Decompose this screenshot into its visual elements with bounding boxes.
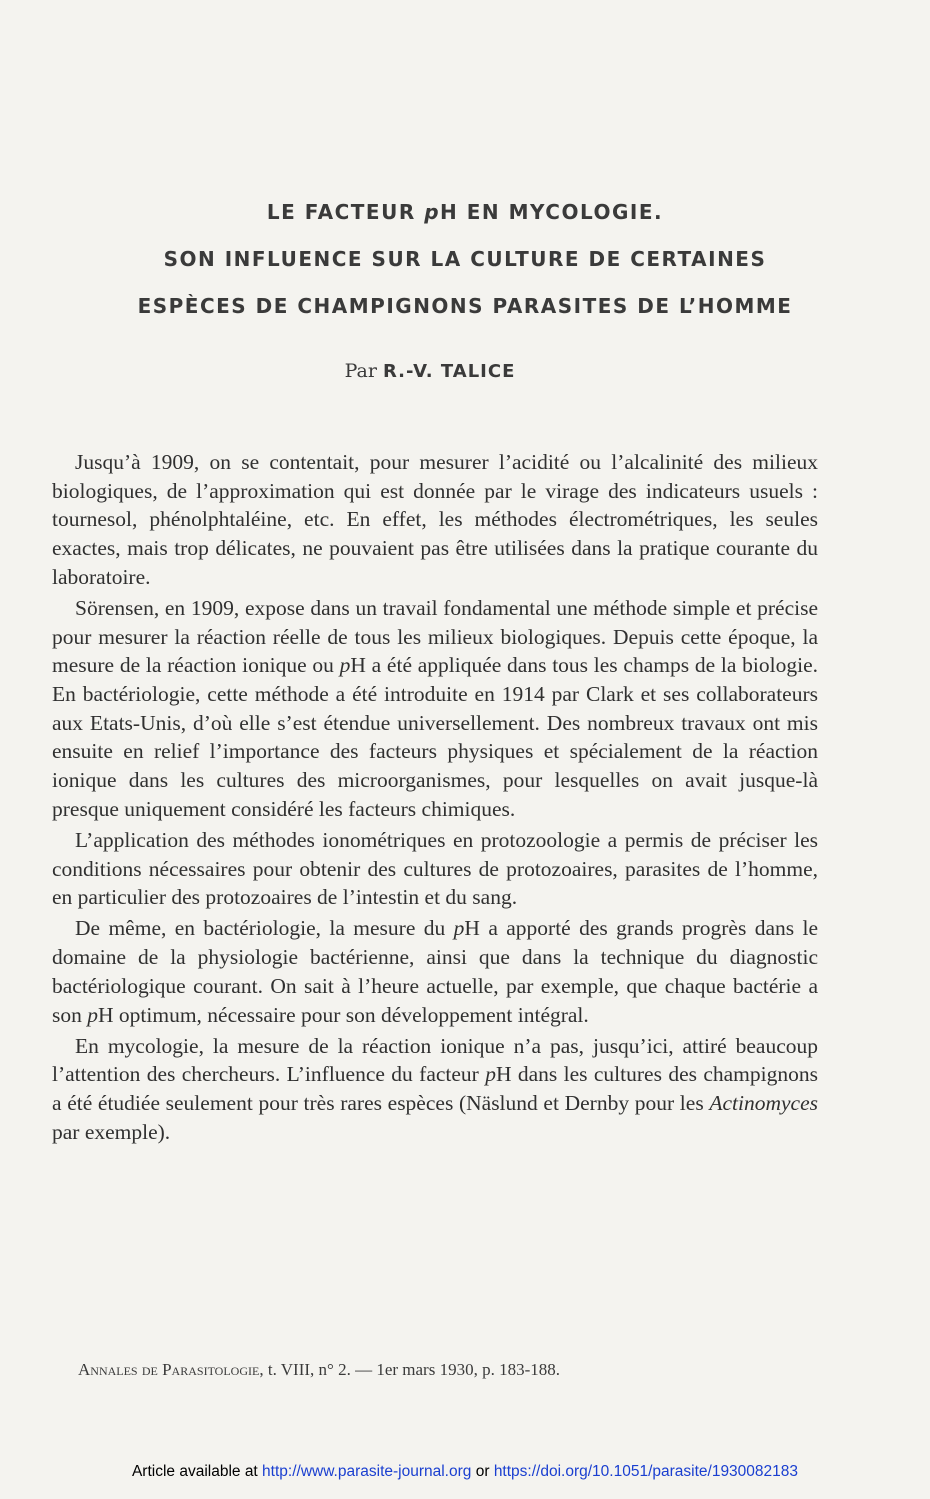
journal-name: Annales de Parasitologie [78,1360,260,1379]
text-run: Sörensen, en 1909, expose dans un travail fondamental une méthode simple et précise pour mesurer la réaction réelle de tous les milieux biologiques. Depuis cette époque, la mesure de la réaction ionique ou [52,595,818,678]
availability-line [0,1463,930,1481]
text-run: En mycologie, la mesure de la réaction ionique n’a pas, jusqu’ici, attiré beaucoup l’attention des chercheurs. L’influence du facteur [52,1033,818,1087]
journal-link[interactable]: http://www.parasite-journal.org [262,1463,472,1480]
article-body [52,448,818,1149]
doi-link[interactable]: https://doi.org/10.1051/parasite/1930082183 [493,1463,799,1480]
title-line-2: SON INFLUENCE SUR LA CULTURE DE CERTAINES [163,247,767,271]
text-run: H a apporté des grands progrès dans le domaine de la physiologie bactérienne, ainsi que dans la technique du diagnostic bactériologique courant. On sait à l’heure actuelle, par exemple, que chaque bactérie a son [52,916,818,1027]
ph-italic: p [339,653,351,678]
text-run: De même, en bactériologie, la mesure du [75,916,454,941]
text-run: H a été appliquée dans tous les champs de la biologie. En bactériologie, cette méthode a été introduite en 1914 par Clark et ses collaborateurs aux Etats-Unis, d’où elle s’est étendue universellement. Des nombreux travaux ont mis ensuite en relief l’importance des facteurs physiques et spécialement de la réaction ionique dans les cultures des microorganismes, pour lesquelles on avait jusque-là presque uniquement considéré les facteurs chimiques. [52,653,818,821]
availability-prefix: Article available at [131,1463,263,1480]
title-ph-italic: p [424,200,441,224]
byline-prefix: Par [344,360,383,382]
paragraph-4 [52,914,818,1029]
paragraph-2 [52,594,818,824]
journal-reference [78,1360,838,1380]
text-run: par exemple). [52,1119,171,1144]
journal-issue: , t. VIII, n° 2. — 1er mars 1930, p. 183-188. [259,1360,560,1379]
genus-italic: Actinomyces [709,1091,818,1116]
ph-italic: p [485,1062,496,1087]
ph-italic: p [453,916,465,941]
title-text: LE FACTEUR [266,200,425,224]
byline [0,360,860,382]
text-run: H optimum, nécessaire pour son développement intégral. [98,1002,589,1027]
title-line-1 [0,200,930,224]
title-text: H EN MYCOLOGIE. [440,200,664,224]
paragraph-3: L’application des méthodes ionométriques en protozoologie a permis de préciser les conditions nécessaires pour obtenir des cultures de protozoaires, parasites de l’homme, en particulier des protozoaires de l’intestin et du sang. [52,827,818,910]
author-name: R.-V. TALICE [382,361,516,382]
availability-or: or [471,1463,494,1480]
paragraph-5 [52,1032,818,1147]
title-line-3: ESPÈCES DE CHAMPIGNONS PARASITES DE L’HOMME [137,294,793,318]
text-run: H dans les cultures des champignons a été étudiée seulement pour très rares espèces (Näslund et Dernby pour les [52,1062,818,1116]
ph-italic: p [87,1002,98,1027]
paragraph-1: Jusqu’à 1909, on se contentait, pour mesurer l’acidité ou l’alcalinité des milieux biologiques, de l’approximation qui est donnée par le virage des indicateurs usuels : tournesol, phénolphtaléine, etc. En effet, les méthodes électrométriques, les seules exactes, mais trop délicates, ne pouvaient pas être utilisées dans la pratique courante du laboratoire. [52,450,818,589]
